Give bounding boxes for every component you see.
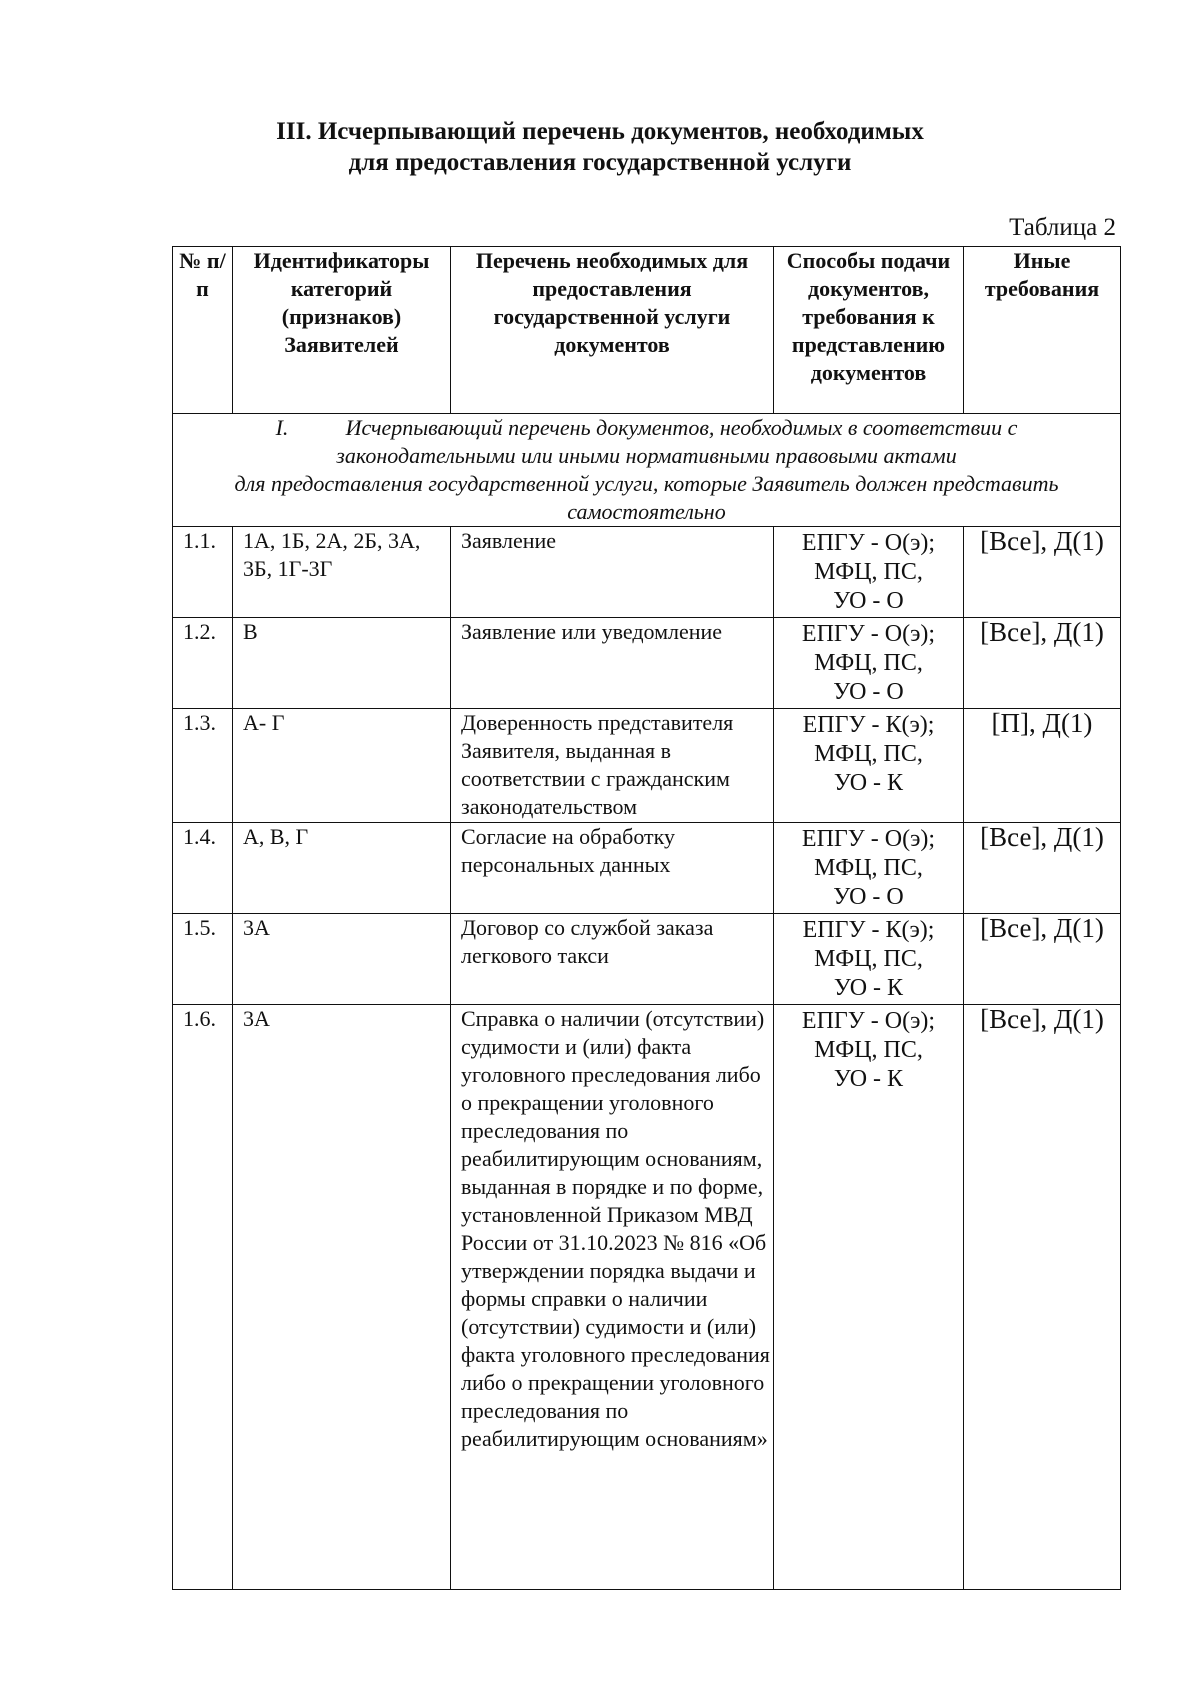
ways-line: ЕПГУ - О(э);: [801, 1008, 936, 1034]
ways-line: ЕПГУ - О(э);: [801, 826, 936, 852]
section-row: [173, 414, 1121, 527]
ways-line: ЕПГУ - К(э);: [802, 917, 935, 943]
table-row: [173, 914, 1121, 1005]
row-document: Заявление: [451, 527, 774, 618]
row-ways: [774, 709, 964, 823]
row-document: Заявление или уведомление: [451, 618, 774, 709]
row-document: Договор со службой заказа легкового такси: [451, 914, 774, 1005]
row-ways: [774, 527, 964, 618]
row-document: Справка о наличии (отсутствии) судимости и (или) факта уголовного преследования либо о прекращении уголовного преследования по реабилитирующим основаниям, выданная в порядке и по форме, установленной Приказом МВД России от 31.10.2023 № 816 «Об утверждении порядка выдачи и формы справки о наличии (отсутствии) судимости и (или) факта уголовного преследования либо о прекращении уголовного преследования по реабилитирующим основаниям»: [451, 1005, 774, 1590]
row-ways: [774, 1005, 964, 1590]
section-line1: Исчерпывающий перечень документов, необходимых в соответствии с: [345, 415, 1018, 440]
section-line2: законодательными или иными нормативными правовыми актами: [336, 443, 957, 468]
section-heading: [173, 414, 1121, 527]
row-ways: [774, 914, 964, 1005]
row-other: [Все], Д(1): [964, 527, 1121, 618]
header-documents: Перечень необходимых для предоставления государственной услуги документов: [451, 247, 774, 414]
row-number: 1.4.: [173, 823, 233, 914]
row-document: Согласие на обработку персональных данных: [451, 823, 774, 914]
row-number: 1.5.: [173, 914, 233, 1005]
header-ways: Способы подачи документов, требования к представлению документов: [774, 247, 964, 414]
ways-line: УО - О: [833, 588, 904, 614]
header-categories: Идентификаторы категорий (признаков) Заявителей: [233, 247, 451, 414]
ways-line: УО - О: [833, 884, 904, 910]
section-number: I.: [275, 415, 289, 440]
ways-line: МФЦ, ПС,: [814, 946, 923, 972]
ways-line: ЕПГУ - О(э);: [801, 530, 936, 556]
table-row: [173, 527, 1121, 618]
row-categories: 3А: [233, 1005, 451, 1590]
table-row: [173, 618, 1121, 709]
table-caption: Таблица 2: [1009, 214, 1116, 241]
row-other: [Все], Д(1): [964, 823, 1121, 914]
header-other: Иные требования: [964, 247, 1121, 414]
ways-line: МФЦ, ПС,: [814, 741, 923, 767]
row-number: 1.3.: [173, 709, 233, 823]
ways-line: ЕПГУ - К(э);: [802, 712, 935, 738]
table-row: [173, 709, 1121, 823]
row-ways: [774, 823, 964, 914]
table-row: [173, 823, 1121, 914]
table-header-row: [173, 247, 1121, 414]
row-number: 1.1.: [173, 527, 233, 618]
ways-line: УО - К: [833, 770, 904, 796]
row-categories: А, В, Г: [233, 823, 451, 914]
ways-line: УО - К: [833, 1066, 904, 1092]
ways-line: УО - К: [833, 975, 904, 1001]
row-categories: 1А, 1Б, 2А, 2Б, 3А, 3Б, 1Г-3Г: [233, 527, 451, 618]
row-number: 1.2.: [173, 618, 233, 709]
row-categories: 3А: [233, 914, 451, 1005]
row-other: [Все], Д(1): [964, 914, 1121, 1005]
row-categories: В: [233, 618, 451, 709]
page-title: [0, 116, 1200, 178]
ways-line: МФЦ, ПС,: [814, 1037, 923, 1063]
row-number: 1.6.: [173, 1005, 233, 1590]
section-line4: самостоятельно: [567, 499, 726, 524]
page-title-line1: III. Исчерпывающий перечень документов, необходимых: [276, 118, 924, 145]
row-ways: [774, 618, 964, 709]
row-categories: А- Г: [233, 709, 451, 823]
table-row: [173, 1005, 1121, 1590]
ways-line: МФЦ, ПС,: [814, 855, 923, 881]
ways-line: УО - О: [833, 679, 904, 705]
row-document: Доверенность представителя Заявителя, выданная в соответствии с гражданским законодательством: [451, 709, 774, 823]
row-other: [П], Д(1): [964, 709, 1121, 823]
header-num: № п/п: [173, 247, 233, 414]
row-other: [Все], Д(1): [964, 1005, 1121, 1590]
ways-line: МФЦ, ПС,: [814, 559, 923, 585]
documents-table: [172, 246, 1121, 1590]
row-other: [Все], Д(1): [964, 618, 1121, 709]
page-title-line2: для предоставления государственной услуги: [348, 149, 852, 176]
section-line3: для предоставления государственной услуги, которые Заявитель должен представить: [234, 471, 1059, 496]
ways-line: МФЦ, ПС,: [814, 650, 923, 676]
ways-line: ЕПГУ - О(э);: [801, 621, 936, 647]
